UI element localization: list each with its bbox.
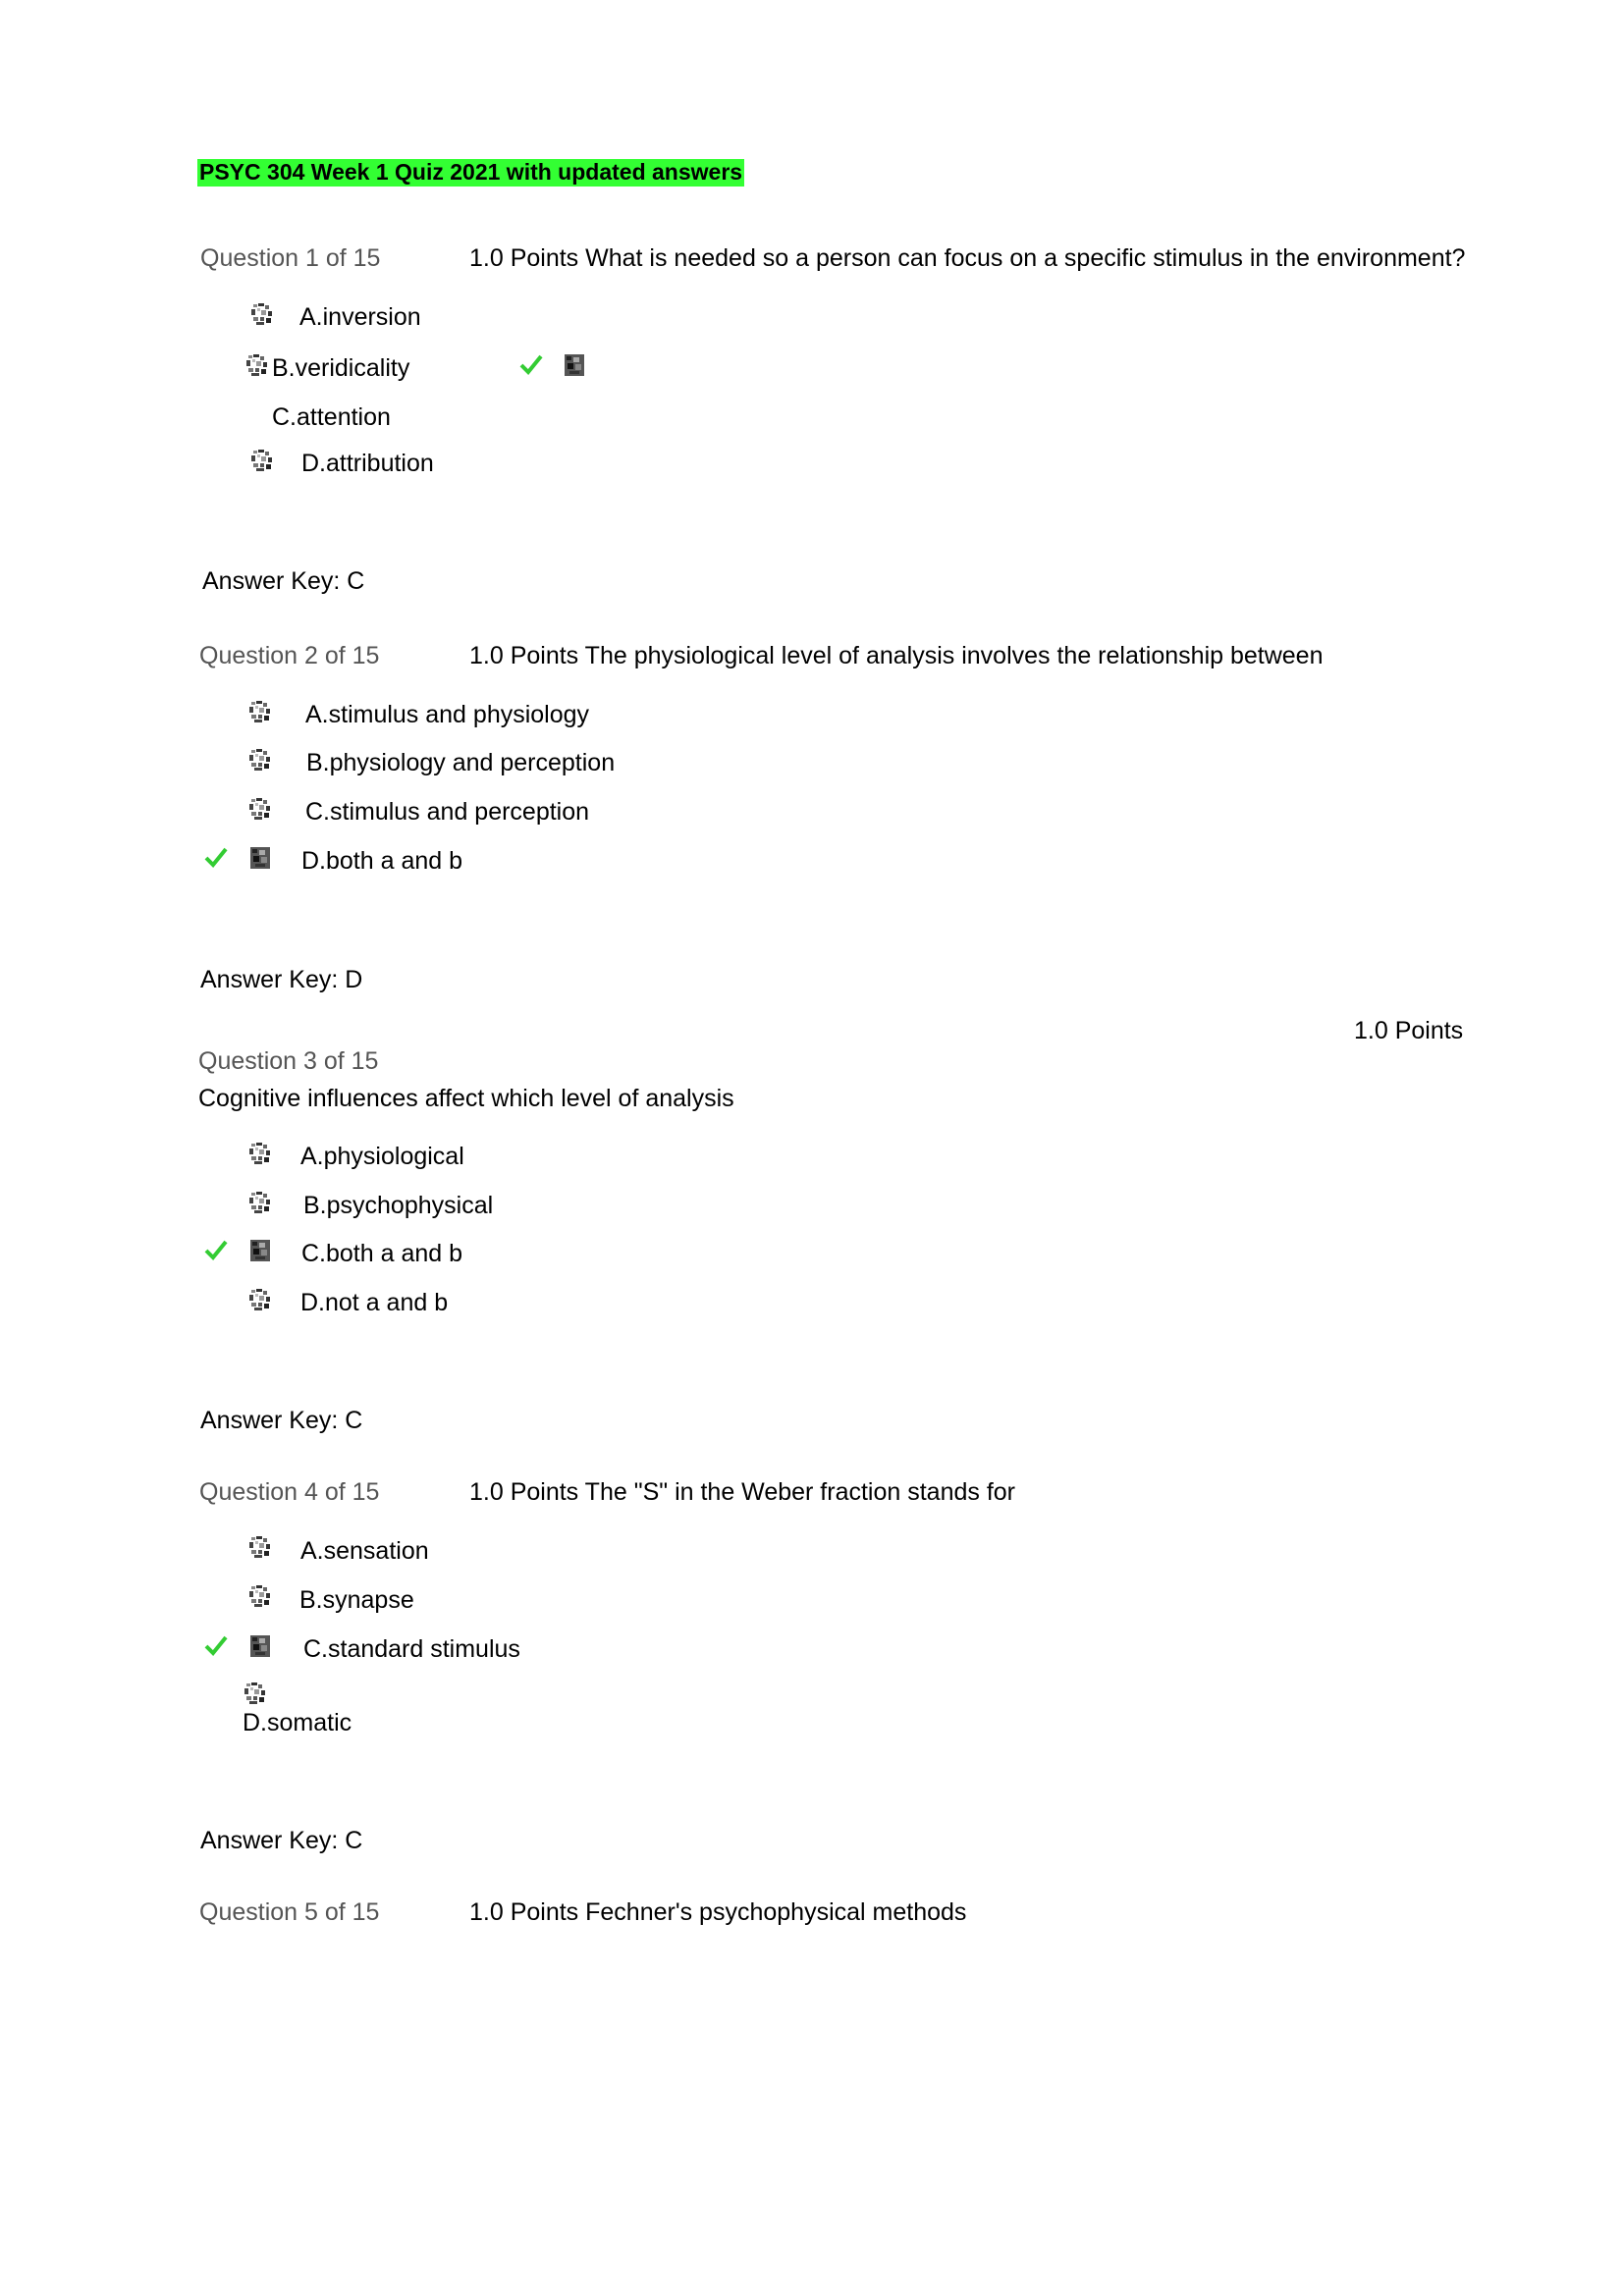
radio-icon[interactable] [248,1191,272,1214]
option-a: A.stimulus and physiology [305,701,590,728]
radio-selected-icon[interactable] [248,1239,272,1262]
radio-icon[interactable] [248,1142,272,1165]
question-number: Question 5 of 15 [199,1898,380,1926]
correct-check-icon [519,353,543,375]
option-c: C.attention [272,403,391,431]
option-c: C.both a and b [301,1240,463,1267]
option-d: D.both a and b [301,847,463,875]
question-text: 1.0 Points The "S" in the Weber fraction stands for [469,1478,1016,1506]
answer-key: Answer Key: D [200,966,363,993]
option-a: A.inversion [299,303,421,331]
option-c: C.stimulus and perception [305,798,590,826]
question-text: 1.0 Points The physiological level of analysis involves the relationship between [469,642,1324,669]
question-number: Question 3 of 15 [198,1047,379,1075]
answer-key: Answer Key: C [200,1827,363,1854]
radio-icon[interactable] [248,748,272,772]
radio-icon[interactable] [248,1584,272,1608]
option-c: C.standard stimulus [303,1635,520,1663]
document-title: PSYC 304 Week 1 Quiz 2021 with updated answers [199,159,743,185]
radio-icon[interactable] [243,1682,267,1705]
question-text: 1.0 Points What is needed so a person can focus on a specific stimulus in the environment? [469,244,1466,272]
correct-check-icon [204,1634,228,1656]
radio-icon[interactable] [250,302,274,326]
question-points: 1.0 Points [1354,1017,1464,1044]
option-d: D.attribution [301,450,434,477]
answer-key: Answer Key: C [202,567,365,595]
option-b: B.psychophysical [303,1192,494,1219]
radio-icon[interactable] [248,797,272,821]
option-b: B.physiology and perception [306,749,616,776]
radio-icon[interactable] [248,1535,272,1559]
question-text: 1.0 Points Fechner's psychophysical methods [469,1898,967,1926]
option-a: A.physiological [300,1143,464,1170]
radio-selected-icon[interactable] [248,846,272,870]
option-b: B.synapse [299,1586,414,1614]
radio-icon[interactable] [245,353,269,377]
answer-key: Answer Key: C [200,1407,363,1434]
radio-selected-icon[interactable] [248,1634,272,1658]
correct-check-icon [204,1239,228,1260]
option-d: D.somatic [243,1709,352,1736]
radio-icon[interactable] [248,700,272,723]
option-d: D.not a and b [300,1289,449,1316]
option-b: B.veridicality [272,354,410,382]
radio-selected-icon[interactable] [563,353,586,377]
option-a: A.sensation [300,1537,429,1565]
question-text: Cognitive influences affect which level of analysis [198,1085,734,1112]
radio-icon[interactable] [250,449,274,472]
question-number: Question 1 of 15 [200,244,381,272]
question-number: Question 4 of 15 [199,1478,380,1506]
correct-check-icon [204,846,228,868]
radio-icon[interactable] [248,1288,272,1311]
question-number: Question 2 of 15 [199,642,380,669]
